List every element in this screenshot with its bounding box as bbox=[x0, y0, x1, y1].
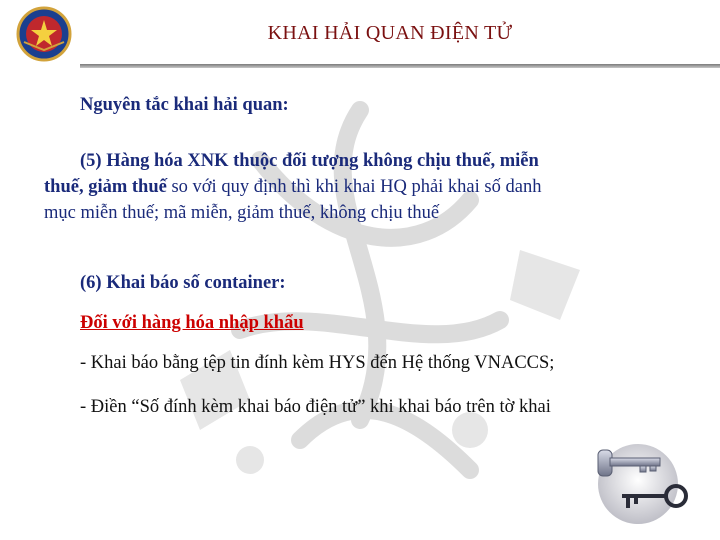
key-icon bbox=[592, 440, 696, 526]
slide-header bbox=[0, 0, 720, 66]
item5-line2 bbox=[44, 174, 541, 200]
item6-subheading: Đối với hàng hóa nhập khẩu bbox=[80, 313, 304, 333]
item5-line3: mục miễn thuế; mã miễn, giảm thuế, không chịu thuế bbox=[44, 203, 440, 223]
item6-heading: (6) Khai báo số container: bbox=[80, 273, 286, 293]
header-divider bbox=[80, 64, 720, 68]
item5-line2-bold: thuế, giảm thuế bbox=[44, 177, 167, 197]
item6-bullet2: - Điền “Số đính kèm khai báo điện tử” khi khai báo trên tờ khai bbox=[80, 397, 551, 417]
item5-line2-rest: so với quy định thì khi khai HQ phải khai số danh bbox=[166, 177, 542, 197]
item6-bullet1: - Khai báo bằng tệp tin đính kèm HYS đến Hệ thống VNACCS; bbox=[80, 353, 555, 373]
principles-heading: Nguyên tắc khai hải quan: bbox=[80, 95, 289, 115]
item5-line1-text: (5) Hàng hóa XNK thuộc đối tượng không chịu thuế, miễn bbox=[80, 151, 539, 171]
page-title: KHAI HẢI QUAN ĐIỆN TỬ bbox=[267, 22, 513, 44]
item5-line1 bbox=[80, 148, 539, 174]
